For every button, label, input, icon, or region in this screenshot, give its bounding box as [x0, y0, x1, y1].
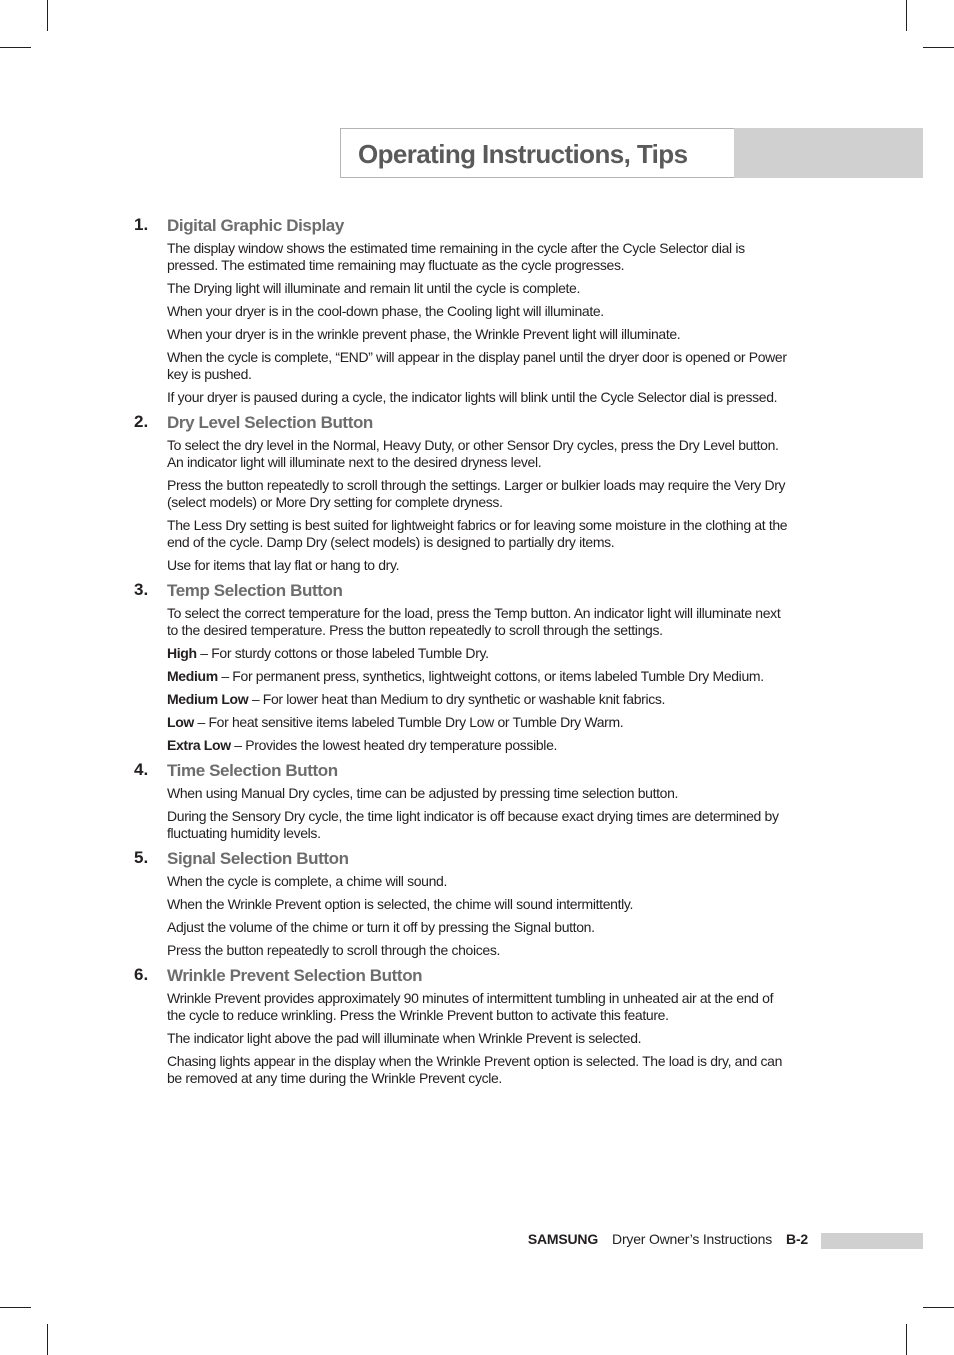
paragraph: During the Sensory Dry cycle, the time light indicator is off because exact drying times are determined by fluctuating humidity levels.: [167, 808, 779, 841]
section-dry-level-selection: [134, 412, 794, 574]
paragraph: When the cycle is complete, a chime will sound.: [167, 873, 448, 889]
crop-mark: [47, 1324, 48, 1355]
paragraph: Press the button repeatedly to scroll through the choices.: [167, 942, 501, 958]
page-header: [340, 128, 923, 178]
temp-option-medium: [167, 668, 794, 685]
section-number: 3.: [134, 580, 149, 599]
section-number: 5.: [134, 848, 149, 867]
section-temp-selection: [134, 580, 794, 754]
paragraph: Chasing lights appear in the display when the Wrinkle Prevent option is selected. The load is dry, and can be removed at any time during the Wrinkle Prevent cycle.: [167, 1053, 783, 1086]
temp-option-low: [167, 714, 794, 731]
temp-option-extra-low: [167, 737, 794, 754]
option-label: Medium Low: [167, 691, 249, 707]
paragraph: When the cycle is complete, “END” will appear in the display panel until the dryer door is opened or Power key is pushed.: [167, 349, 787, 382]
option-label: Low: [167, 714, 194, 730]
option-description: – For sturdy cottons or those labeled Tumble Dry.: [196, 645, 489, 661]
section-number: 4.: [134, 760, 149, 779]
section-title: Dry Level Selection Button: [167, 413, 373, 432]
crop-mark: [923, 47, 954, 48]
paragraph: The indicator light above the pad will illuminate when Wrinkle Prevent is selected.: [167, 1030, 642, 1046]
crop-mark: [0, 47, 31, 48]
section-title: Time Selection Button: [167, 761, 338, 780]
paragraph: When using Manual Dry cycles, time can be adjusted by pressing time selection button.: [167, 785, 679, 801]
page-number: B-2: [786, 1231, 808, 1247]
crop-mark: [906, 1324, 907, 1355]
option-description: – For heat sensitive items labeled Tumble Dry Low or Tumble Dry Warm.: [193, 714, 624, 730]
paragraph: The Drying light will illuminate and remain lit until the cycle is complete.: [167, 280, 581, 296]
paragraph: Use for items that lay flat or hang to dry.: [167, 557, 400, 573]
paragraph: To select the dry level in the Normal, Heavy Duty, or other Sensor Dry cycles, press the Dry Level button. An indicator light will illuminate next to the desired dryness level.: [167, 437, 779, 470]
paragraph: When your dryer is in the cool-down phase, the Cooling light will illuminate.: [167, 303, 604, 319]
instructions-list: [134, 215, 794, 1093]
paragraph: When your dryer is in the wrinkle prevent phase, the Wrinkle Prevent light will illuminate.: [167, 326, 681, 342]
section-title: Wrinkle Prevent Selection Button: [167, 966, 423, 985]
crop-mark: [47, 0, 48, 31]
section-time-selection: [134, 760, 794, 842]
brand-name: SAMSUNG: [527, 1231, 599, 1247]
paragraph: The display window shows the estimated time remaining in the cycle after the Cycle Selector dial is pressed. The estimated time remaining may fluctuate as the cycle progresses.: [167, 240, 745, 273]
section-wrinkle-prevent-selection: [134, 965, 794, 1087]
paragraph: When the Wrinkle Prevent option is selected, the chime will sound intermittently.: [167, 896, 634, 912]
crop-mark: [923, 1307, 954, 1308]
paragraph: If your dryer is paused during a cycle, the indicator lights will blink until the Cycle Selector dial is pressed.: [167, 389, 778, 405]
section-number: 2.: [134, 412, 149, 431]
crop-mark: [906, 0, 907, 31]
document-title: Dryer Owner’s Instructions: [612, 1231, 773, 1247]
page-title: Operating Instructions, Tips: [358, 139, 688, 169]
paragraph: To select the correct temperature for the load, press the Temp button. An indicator light will illuminate next to the desired temperature. Press the button repeatedly to scroll through the settings.: [167, 605, 781, 638]
option-description: – For lower heat than Medium to dry synthetic or washable knit fabrics.: [248, 691, 666, 707]
section-title: Temp Selection Button: [167, 581, 343, 600]
section-number: 6.: [134, 965, 149, 984]
section-number: 1.: [134, 215, 149, 234]
option-label: Medium: [167, 668, 218, 684]
page-footer: [528, 1231, 808, 1247]
option-description: – Provides the lowest heated dry temperature possible.: [230, 737, 558, 753]
temp-option-high: [167, 645, 794, 662]
section-title: Digital Graphic Display: [167, 216, 344, 235]
temp-option-medium-low: [167, 691, 794, 708]
header-accent-bar: [734, 128, 923, 178]
footer-accent-bar: [821, 1233, 923, 1249]
section-title: Signal Selection Button: [167, 849, 349, 868]
paragraph: Adjust the volume of the chime or turn it off by pressing the Signal button.: [167, 919, 595, 935]
paragraph: The Less Dry setting is best suited for lightweight fabrics or for leaving some moisture in the clothing at the end of the cycle. Damp Dry (select models) is designed to partially dry items.: [167, 517, 788, 550]
paragraph: Press the button repeatedly to scroll through the settings. Larger or bulkier loads may require the Very Dry (select models) or More Dry setting for complete dryness.: [167, 477, 786, 510]
option-label: Extra Low: [167, 737, 231, 753]
paragraph: Wrinkle Prevent provides approximately 90 minutes of intermittent tumbling in unheated air at the end of the cycle to reduce wrinkling. Press the Wrinkle Prevent button to activate this feature.: [167, 990, 774, 1023]
option-label: High: [167, 645, 197, 661]
option-description: – For permanent press, synthetics, lightweight cottons, or items labeled Tumble Dry Medium.: [217, 668, 764, 684]
section-digital-graphic-display: [134, 215, 794, 406]
crop-mark: [0, 1307, 31, 1308]
section-signal-selection: [134, 848, 794, 959]
